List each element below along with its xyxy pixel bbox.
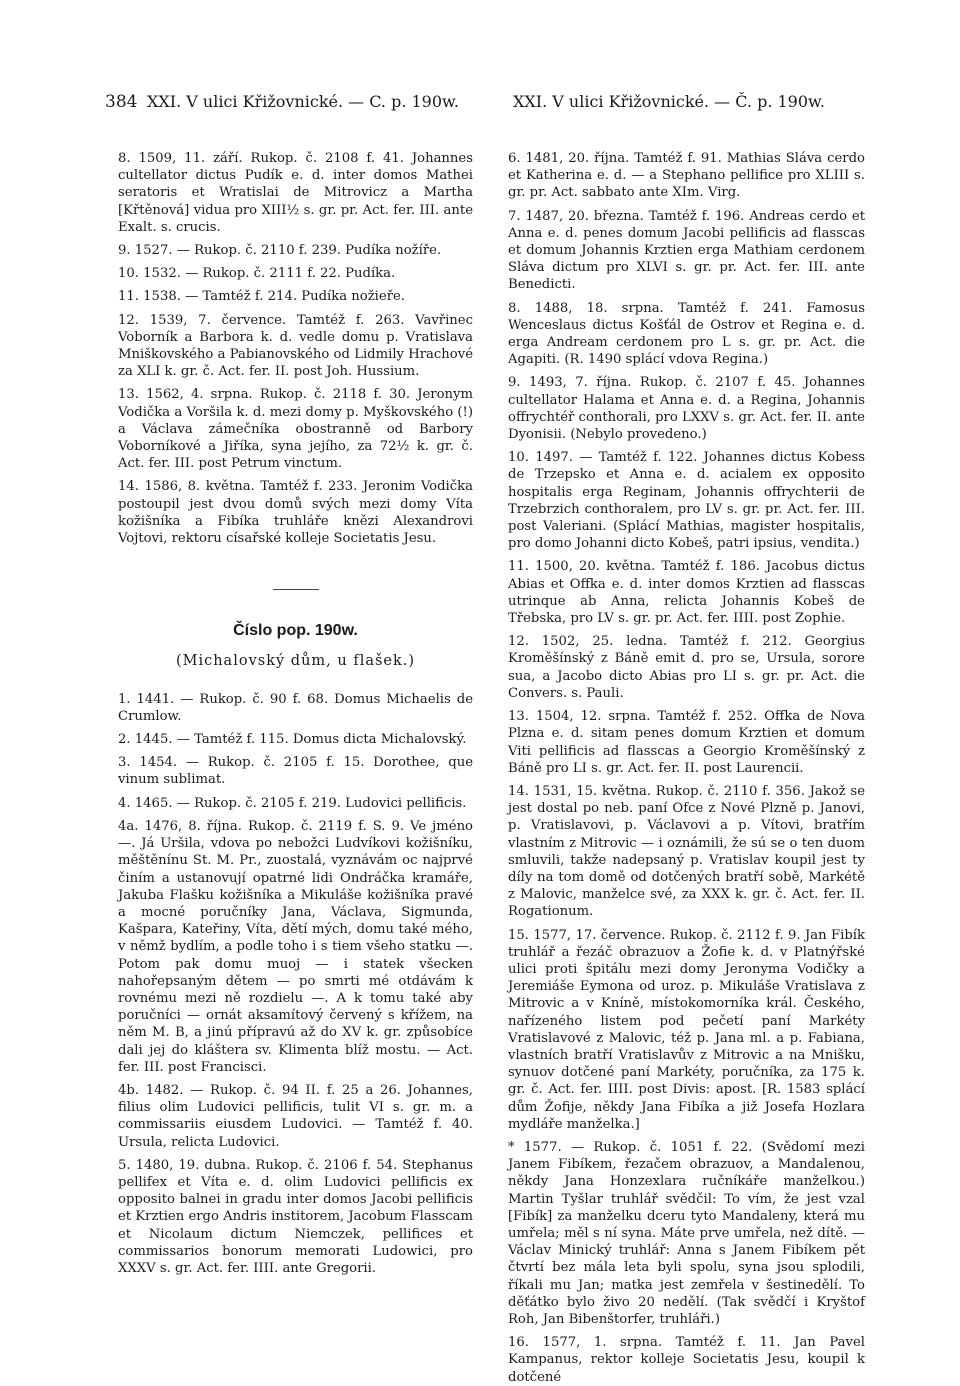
entry-paragraph: 12. 1502, 25. ledna. Tamtéž f. 212. Georgius Kroměšínský z Báně emit d. pro se, Ursula, sorore sua, a Jacobo dicto Abias pro LI s. gr. pr. Act. die Convers. s. Pauli. — [508, 634, 865, 701]
entry-paragraph: 11. 1538. — Tamtéž f. 214. Pudíka nožieře. — [118, 289, 405, 305]
entry-paragraph: 4a. 1476, 8. října. Rukop. č. 2119 f. S. 9. Ve jméno —. Já Uršila, vdova po nebožci Ludvíkovi kožišníku, měštěnínu St. M. Pr., zuostalá, vyznávám oc najprvé činím a ustanovují opatrné lidi Ondráčka kramáře, Jakuba Flašku kožišníka a Mikuláše kožišníka pravé a mocné poručníky Jana, Václava, Sigmunda, Kašpara, Kateřiny, Víta, dětí mých, domu také mého, v němž bydlím, a podle toho i s tiem všeho statku —. Potom pak domu muoj — i statek všecken nahořepsaným dětem — po smrti mé otdávám k rovnému mezi ně rozdielu —. A k tomu také aby poručníci — ornát aksamítový červený s křížem, na něm M. B, a jinú přípravú až do XV k. gr. způsobíce dali jej do kláštera sv. Klimenta blíž mostu. — Act. fer. III. post Francisci. — [118, 818, 473, 1075]
entry-paragraph: 13. 1504, 12. srpna. Tamtéž f. 252. Offka de Nova Plzna e. d. sitam penes domum Krztien et domum Viti pellificis ad flasscas a Georgio Kroměšínský z Báně pro LI s. gr. Act. fer. II. post Laurencii. — [508, 709, 865, 776]
entry-paragraph: 5. 1480, 19. dubna. Rukop. č. 2106 f. 54. Stephanus pellifex et Víta e. d. olim Ludovici pellificis ex opposito balnei in gradu inter domos Jacobi pellificis et Krztien ergo Andris institorem, Jacobum Flasscam et Nicolaum dictum Niemczek, pellifices et commissarios bonorum memorati Ludowici, pro XXXV s. gr. Act. fer. IIII. ante Gregorii. — [118, 1157, 473, 1276]
entry-paragraph: 14. 1531, 15. května. Rukop. č. 2110 f. 356. Jakož se jest dostal po neb. paní Ofce z Nové Plzně p. Janovi, p. Vratislavovi, p. Václavovi a p. Vítovi, bratřím vlastním z Mitrovic — i oznámili, že sú se o ten duom smluvili, takže nadepsaný p. Vratislav koupil jest ty díly na tom domě od dotčených bratří sobě, Markétě z Malovic, manželce své, za XXX k. gr. č. Act. fer. II. Rogationum. — [508, 783, 865, 920]
entry-paragraph: 9. 1527. — Rukop. č. 2110 f. 239. Pudíka nožíře. — [118, 243, 442, 259]
running-title-right: XXI. V ulici Křižovnické. — Č. p. 190w. — [513, 92, 825, 111]
entry-paragraph: 14. 1586, 8. května. Tamtéž f. 233. Jeronim Vodička postoupil jest dvou domů svých mezi domy Víta kožišníka a Fibíka truhláře knězi Alexandrovi Vojtovi, rektoru císařské kolleje Societatis Jesu. — [118, 479, 473, 547]
entry-paragraph: 4b. 1482. — Rukop. č. 94 II. f. 25 a 26. Johannes, filius olim Ludovici pellificis, tulit VI s. gr. m. a commissariis eiusdem Ludovici. — Tamtéž f. 40. Ursula, relicta Ludovici. — [118, 1082, 473, 1150]
entry-paragraph: 8. 1509, 11. září. Rukop. č. 2108 f. 41. Johannes cultellator dictus Pudík e. d. inter domos Mathei seratoris et Wratislai de Mitrovicz a Martha [Křtěnová] vidua pro XIII½ s. gr. pr. Act. fer. III. ante Exalt. s. crucis. — [118, 151, 473, 235]
page-number: 384 — [105, 92, 138, 112]
right-column — [508, 150, 865, 1386]
entry-paragraph: 9. 1493, 7. října. Rukop. č. 2107 f. 45. Johannes cultellator Halama et Anna e. d. a Regina, Johannis offrychtéř conthorali, pro LXXV s. gr. Act. fer. II. ante Dyonisii. (Nebylo provedeno.) — [508, 375, 865, 443]
running-title-left: XXI. V ulici Křižovnické. — C. p. 190w. — [147, 92, 459, 111]
entry-paragraph: 16. 1577, 1. srpna. Tamtéž f. 11. Jan Pavel Kampanus, rektor kolleje Societatis Jesu, koupil k dotčené — [508, 1335, 865, 1385]
page-header — [105, 92, 835, 116]
entry-paragraph: 11. 1500, 20. května. Tamtéž f. 186. Jacobus dictus Abias et Offka e. d. inter domos Krztien ad flasscas utrinque ab Anna, relicta Johannis Kobeš de Třebska, pro LV s. gr. pr. Act. fer. IIII. post Zophie. — [508, 559, 865, 627]
entry-paragraph: 6. 1481, 20. října. Tamtéž f. 91. Mathias Sláva cerdo et Katherina e. d. — a Stephano pellifice pro XLIII s. gr. pr. Act. sabbato ante XIm. Virg. — [508, 151, 865, 201]
entry-paragraph: 15. 1577, 17. července. Rukop. č. 2112 f. 9. Jan Fibík truhlář a řezáč obrazuov a Žofie k. d. v Platnýřské ulici proti špitálu mezi domy Jeronyma Vodičky a Jeremiáše Eymona od uroz. p. Mikuláše Vratislava z Mitrovic a v Kníně, místokomorníka král. Českého, nařízeného listem pod pečetí paní Markéty Vratislavové z Malovic, též p. Jana ml. a p. Fabiana, vlastních bratří Vratislavův z Mitrovic a na Mnišku, synuov dotčené paní Markéty, poručníka, za 175 k. gr. č. Act. fer. IIII. post Divis: apost. [R. 1583 splácí dům Žofije, někdy Jana Fibíka a již Josefa Hozlara mydláře manželka.] — [508, 927, 865, 1132]
entry-paragraph: 10. 1532. — Rukop. č. 2111 f. 22. Pudíka. — [118, 266, 396, 282]
left-column — [118, 150, 473, 1277]
section-subtitle: (Michalovský dům, u flašek.) — [175, 653, 416, 670]
section-divider — [273, 589, 319, 590]
entry-paragraph: 12. 1539, 7. července. Tamtéž f. 263. Vavřinec Voborník a Barbora k. d. vedle domu p. Vratislava Mniškovského a Pabianovského od Lidmily Hrachové za XLI k. gr. č. Act. fer. II. post Joh. Hussium. — [118, 312, 473, 380]
section-title: Číslo pop. 190w. — [233, 622, 358, 640]
entry-paragraph: 7. 1487, 20. března. Tamtéž f. 196. Andreas cerdo et Anna e. d. penes domum Jacobi pellificis ad flasscas et domum Johannis Krztien erga Mathiam cerdonem Sláva dictum pro XLVI s. gr. pr. Act. fer. III. ante Benedicti. — [508, 208, 865, 293]
entry-paragraph: 8. 1488, 18. srpna. Tamtéž f. 241. Famosus Wenceslaus dictus Košťál de Ostrov et Regina e. d. erga Andream cerdonem pro L s. gr. pr. Act. die Agapiti. (R. 1490 splácí vdova Regina.) — [508, 300, 865, 368]
entry-paragraph: 1. 1441. — Rukop. č. 90 f. 68. Domus Michaelis de Crumlow. — [118, 691, 473, 724]
entry-paragraph: 13. 1562, 4. srpna. Rukop. č. 2118 f. 30. Jeronym Vodička a Voršila k. d. mezi domy p. Myškovského (!) a Václava zámečníka obostranně od Barbory Voborníkové a Jiříka, syna jejího, za 72½ k. gr. č. Act. fer. III. post Petrum vinctum. — [118, 387, 473, 472]
entry-paragraph: 3. 1454. — Rukop. č. 2105 f. 15. Dorothee, que vinum sublimat. — [118, 755, 473, 788]
entry-paragraph: 4. 1465. — Rukop. č. 2105 f. 219. Ludovici pellificis. — [118, 795, 467, 811]
entry-paragraph: 10. 1497. — Tamtéž f. 122. Johannes dictus Kobess de Trzepsko et Anna e. d. acialem ex opposito hospitalis erga Reginam, Johannis offrychterii de Trzebrzich conthoralem, pro LV s. gr. pr. Act. fer. III. post Valeriani. (Splácí Mathias, magister hospitalis, pro domo Johanni dicto Kobeš, patri ipsius, vendita.) — [508, 450, 865, 552]
entry-paragraph: 2. 1445. — Tamtéž f. 115. Domus dicta Michalovský. — [118, 732, 467, 748]
entry-paragraph: * 1577. — Rukop. č. 1051 f. 22. (Svědomí mezi Janem Fibíkem, řezačem obrazuov, a Mandalenou, někdy Jana Honzexlara ručníkáře manželkou.) Martin Tyšlar truhlář svědčil: To vím, že jest vzal [Fibík] za manželku dceru tyto Mandaleny, která mu umřela; měl s ní syna. Máte prve umřela, než dítě. — Václav Minický truhlář: Anna s Janem Fibíkem pět čtvrtí bez mála leta byli spolu, syna jsou splodili, říkali mu Jan; matka jest zemřela v šestinedělí. To děťátko bylo živo 20 nedělí. (Tak svědčí i Kryštof Roh, Jan Bibenštorfer, truhláři.) — [508, 1139, 865, 1327]
